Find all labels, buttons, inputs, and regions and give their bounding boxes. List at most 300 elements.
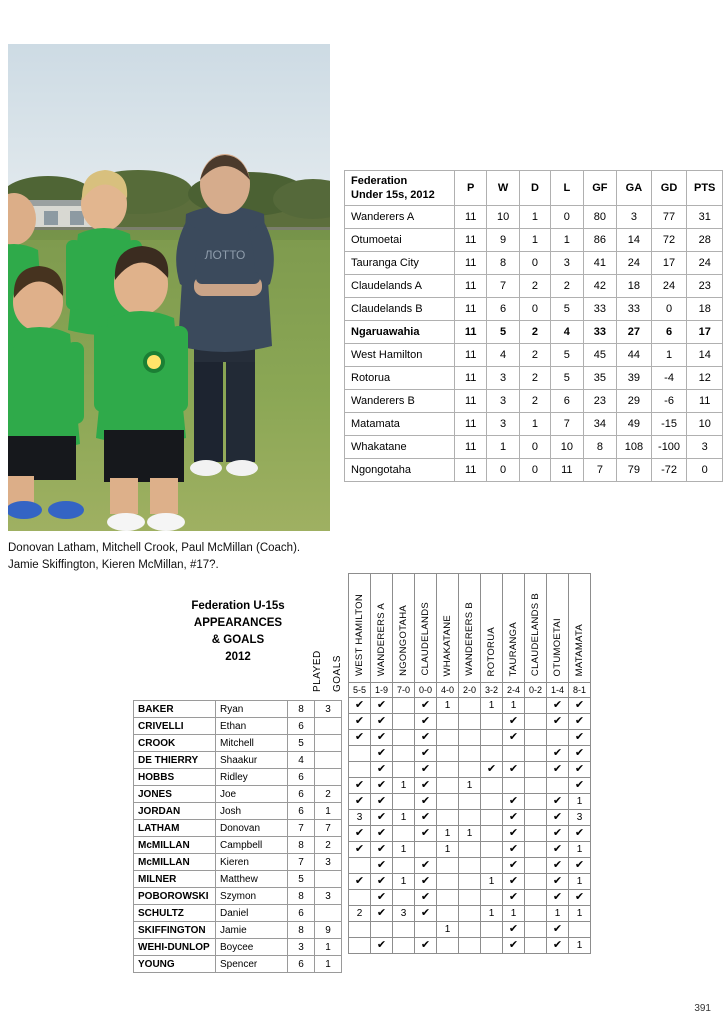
check-icon: ✔ [508,875,519,887]
league-cell-gd: 17 [651,252,687,275]
grid-cell [459,794,481,810]
grid-opponent-label: MATAMATA [574,623,585,676]
player-firstname: Jamie [216,922,288,939]
grid-cell [569,858,591,874]
check-icon: ✔ [574,731,585,743]
league-cell-d: 0 [519,298,550,321]
grid-cell [349,762,371,778]
player-goals: 1 [315,803,342,820]
grid-opponent-score: 4-0 [437,683,459,698]
league-cell-d: 2 [519,367,550,390]
league-cell-d: 2 [519,275,550,298]
grid-cell [525,890,547,906]
check-icon: ✔ [420,939,431,951]
grid-cell [437,778,459,794]
grid-cell [525,842,547,858]
check-icon: ✔ [552,923,563,935]
league-cell-pts: 14 [687,344,723,367]
player-played: 8 [288,922,315,939]
grid-opponent-score: 0-0 [415,683,437,698]
league-cell-d: 2 [519,321,550,344]
grid-cell [393,938,415,954]
check-icon: ✔ [376,891,387,903]
grid-cell [437,890,459,906]
grid-player-row [290,698,591,714]
grid-cell [349,730,371,746]
player-played: 6 [288,803,315,820]
league-col-gd: GD [651,171,687,206]
grid-opponent-label: CLAUDELANDS [420,602,431,676]
player-firstname: Donovan [216,820,288,837]
check-icon: ✔ [354,699,365,711]
grid-cell [371,746,393,762]
league-cell-gf: 45 [583,344,617,367]
grid-cell [569,762,591,778]
grid-opponent-name [503,574,525,683]
grid-cell [525,810,547,826]
grid-cell [503,810,525,826]
grid-cell [525,698,547,714]
grid-opponent-name [525,574,547,683]
grid-player-row [290,778,591,794]
check-icon: ✔ [354,731,365,743]
league-cell-d: 2 [519,344,550,367]
player-surname: YOUNG [134,956,216,973]
grid-cell [525,762,547,778]
league-cell-p: 11 [454,459,486,482]
grid-player-row [290,842,591,858]
league-cell-l: 5 [551,367,584,390]
grid-row-spacer [290,762,349,778]
grid-cell: 1 [437,698,459,714]
grid-cell [349,922,371,938]
grid-opponent-label: WANDERERS A [376,602,387,676]
league-cell-gd: -100 [651,436,687,459]
league-cell-gd: 1 [651,344,687,367]
league-cell-l: 11 [551,459,584,482]
check-icon: ✔ [508,827,519,839]
played-column-header: PLAYED [312,650,323,692]
grid-player-row [290,810,591,826]
grid-cell: 3 [569,810,591,826]
grid-cell [459,730,481,746]
grid-opponent-score: 5-5 [349,683,371,698]
grid-cell [547,778,569,794]
grid-cell: 1 [393,842,415,858]
check-icon: ✔ [552,843,563,855]
grid-row-spacer [290,714,349,730]
grid-cell: 1 [437,826,459,842]
player-firstname: Spencer [216,956,288,973]
league-table-row [345,298,723,321]
check-icon: ✔ [552,891,563,903]
appearance-grid [290,573,591,954]
league-col-d: D [519,171,550,206]
grid-cell [437,794,459,810]
check-icon: ✔ [508,715,519,727]
caption-line-2: Jamie Skiffington, Kieren McMillan, #17?. [8,559,219,571]
league-table-row [345,344,723,367]
grid-cell [437,746,459,762]
grid-cell [503,746,525,762]
player-surname: McMILLAN [134,854,216,871]
grid-opponent-label: NGONGOTAHA [398,605,409,676]
league-team-name: Rotorua [345,367,455,390]
league-table-body [345,206,723,482]
grid-cell [481,778,503,794]
grid-row-spacer [290,906,349,922]
league-cell-l: 3 [551,252,584,275]
grid-cell [459,698,481,714]
check-icon: ✔ [376,939,387,951]
check-icon: ✔ [354,827,365,839]
check-icon: ✔ [508,843,519,855]
league-cell-gf: 35 [583,367,617,390]
check-icon: ✔ [552,827,563,839]
player-firstname: Ethan [216,718,288,735]
grid-cell [569,890,591,906]
grid-row-spacer [290,826,349,842]
grid-opponent-score: 1-9 [371,683,393,698]
check-icon: ✔ [552,699,563,711]
grid-cell: 1 [393,810,415,826]
league-cell-w: 1 [487,436,520,459]
grid-cell [393,890,415,906]
grid-cell [371,858,393,874]
grid-cell [437,906,459,922]
grid-cell [349,858,371,874]
check-icon: ✔ [508,939,519,951]
grid-cell [547,938,569,954]
league-cell-gf: 42 [583,275,617,298]
grid-cell [503,778,525,794]
grid-cell [371,810,393,826]
player-goals: 1 [315,939,342,956]
grid-cell [481,714,503,730]
league-cell-l: 5 [551,344,584,367]
grid-cell [547,890,569,906]
league-cell-pts: 3 [687,436,723,459]
grid-cell [415,746,437,762]
player-surname: JORDAN [134,803,216,820]
check-icon: ✔ [574,827,585,839]
league-cell-d: 0 [519,252,550,275]
grid-cell: 1 [481,874,503,890]
check-icon: ✔ [376,731,387,743]
league-cell-pts: 0 [687,459,723,482]
league-cell-p: 11 [454,275,486,298]
grid-cell [503,842,525,858]
grid-cell [393,698,415,714]
league-cell-ga: 24 [617,252,652,275]
check-icon: ✔ [354,715,365,727]
league-table-row [345,321,723,344]
league-cell-gf: 80 [583,206,617,229]
grid-cell [503,938,525,954]
grid-opponent-name [437,574,459,683]
grid-cell [459,874,481,890]
league-cell-pts: 23 [687,275,723,298]
check-icon: ✔ [508,891,519,903]
grid-opponent-label: ROTORUA [486,626,497,676]
player-surname: HOBBS [134,769,216,786]
grid-cell [415,794,437,810]
appearance-grid-body [290,574,591,954]
grid-cell [349,698,371,714]
grid-cell [415,858,437,874]
league-cell-p: 11 [454,344,486,367]
league-cell-ga: 79 [617,459,652,482]
league-cell-p: 11 [454,252,486,275]
check-icon: ✔ [508,731,519,743]
league-cell-ga: 33 [617,298,652,321]
grid-player-row [290,906,591,922]
check-icon: ✔ [420,827,431,839]
player-surname: JONES [134,786,216,803]
league-cell-gf: 7 [583,459,617,482]
grid-row-spacer [290,730,349,746]
league-table-title [345,171,455,206]
grid-cell: 1 [503,906,525,922]
photo-caption [8,540,338,574]
caption-line-1: Donovan Latham, Mitchell Crook, Paul McMillan (Coach). [8,542,301,554]
grid-cell: 1 [569,842,591,858]
grid-cell [415,714,437,730]
grid-cell [481,730,503,746]
check-icon: ✔ [508,923,519,935]
grid-cell: 1 [459,778,481,794]
grid-cell [569,826,591,842]
check-icon: ✔ [376,827,387,839]
grid-cell [525,714,547,730]
grid-opponent-score: 3-2 [481,683,503,698]
grid-opponent-score: 7-0 [393,683,415,698]
player-firstname: Joe [216,786,288,803]
league-cell-gf: 41 [583,252,617,275]
league-cell-ga: 14 [617,229,652,252]
check-icon: ✔ [420,875,431,887]
player-goals: 3 [315,854,342,871]
check-icon: ✔ [552,795,563,807]
league-cell-gd: -4 [651,367,687,390]
check-icon: ✔ [552,715,563,727]
player-firstname: Josh [216,803,288,820]
league-cell-gd: 6 [651,321,687,344]
grid-cell [349,938,371,954]
grid-cell [371,730,393,746]
svg-text:ЛОТТО: ЛОТТО [204,248,246,262]
player-firstname: Kieren [216,854,288,871]
check-icon: ✔ [420,699,431,711]
player-goals: 7 [315,820,342,837]
check-icon: ✔ [420,907,431,919]
player-row [134,956,342,973]
league-cell-l: 4 [551,321,584,344]
grid-cell [547,698,569,714]
grid-cell [547,746,569,762]
grid-cell: 1 [569,794,591,810]
grid-cell [569,746,591,762]
league-cell-pts: 17 [687,321,723,344]
grid-cell [481,922,503,938]
grid-cell [437,938,459,954]
league-cell-d: 2 [519,390,550,413]
grid-cell [569,778,591,794]
check-icon: ✔ [376,811,387,823]
league-cell-gd: 77 [651,206,687,229]
grid-cell [371,842,393,858]
check-icon: ✔ [420,891,431,903]
league-table-row [345,367,723,390]
grid-cell [525,730,547,746]
check-icon: ✔ [420,763,431,775]
grid-cell: 2 [349,906,371,922]
grid-cell [481,826,503,842]
league-col-w: W [487,171,520,206]
grid-cell [415,938,437,954]
grid-cell [393,826,415,842]
league-cell-ga: 27 [617,321,652,344]
league-cell-pts: 11 [687,390,723,413]
check-icon: ✔ [376,875,387,887]
player-goals: 2 [315,786,342,803]
grid-cell: 1 [393,874,415,890]
check-icon: ✔ [574,747,585,759]
player-goals: 3 [315,701,342,718]
league-team-name: Wanderers A [345,206,455,229]
player-played: 6 [288,905,315,922]
player-goals: 2 [315,837,342,854]
grid-cell [371,794,393,810]
grid-cell [503,874,525,890]
player-surname: WEHI-DUNLOP [134,939,216,956]
grid-player-row [290,746,591,762]
league-col-p: P [454,171,486,206]
league-cell-d: 1 [519,229,550,252]
league-cell-w: 4 [487,344,520,367]
league-cell-gf: 86 [583,229,617,252]
grid-header-spacer [290,574,349,683]
league-table-row [345,252,723,275]
check-icon: ✔ [376,715,387,727]
league-cell-w: 5 [487,321,520,344]
check-icon: ✔ [552,875,563,887]
grid-cell [481,746,503,762]
league-table-header-row [345,171,723,206]
player-surname: LATHAM [134,820,216,837]
league-team-name: Whakatane [345,436,455,459]
player-played: 6 [288,786,315,803]
grid-opponent-name [547,574,569,683]
grid-cell [525,938,547,954]
grid-cell [393,922,415,938]
grid-cell [349,714,371,730]
league-cell-w: 7 [487,275,520,298]
grid-cell [349,842,371,858]
player-played: 8 [288,837,315,854]
league-team-name: West Hamilton [345,344,455,367]
league-table-row [345,436,723,459]
league-cell-w: 8 [487,252,520,275]
league-cell-pts: 24 [687,252,723,275]
league-table [344,170,723,482]
grid-cell [415,874,437,890]
grid-cell [547,714,569,730]
grid-cell: 1 [569,906,591,922]
league-cell-pts: 18 [687,298,723,321]
grid-cell [371,826,393,842]
player-played: 6 [288,769,315,786]
grid-opponent-label: WHAKATANE [442,614,453,676]
grid-row-spacer [290,874,349,890]
check-icon: ✔ [376,907,387,919]
league-cell-p: 11 [454,367,486,390]
grid-cell [371,874,393,890]
check-icon: ✔ [552,859,563,871]
grid-cell [415,922,437,938]
grid-row-spacer [290,938,349,954]
player-firstname: Shaakur [216,752,288,769]
league-table-row [345,275,723,298]
grid-player-row [290,922,591,938]
grid-opponent-name [459,574,481,683]
grid-cell: 1 [481,906,503,922]
league-cell-l: 10 [551,436,584,459]
grid-opponent-name [481,574,503,683]
grid-cell [459,890,481,906]
league-cell-gf: 23 [583,390,617,413]
grid-opponent-score: 2-0 [459,683,481,698]
grid-opponent-name [415,574,437,683]
grid-opponent-label: TAURANGA [508,621,519,676]
player-surname: CROOK [134,735,216,752]
grid-cell [569,698,591,714]
grid-opponent-name [349,574,371,683]
check-icon: ✔ [486,763,497,775]
grid-cell [525,874,547,890]
check-icon: ✔ [574,715,585,727]
player-firstname: Daniel [216,905,288,922]
league-cell-l: 2 [551,275,584,298]
player-played: 6 [288,956,315,973]
player-surname: BAKER [134,701,216,718]
check-icon: ✔ [376,763,387,775]
grid-cell [393,730,415,746]
player-played: 7 [288,820,315,837]
grid-player-row [290,938,591,954]
grid-cell [371,698,393,714]
league-cell-p: 11 [454,321,486,344]
grid-row-spacer [290,794,349,810]
grid-cell [459,842,481,858]
grid-cell [547,810,569,826]
league-team-name: Matamata [345,413,455,436]
player-goals: 9 [315,922,342,939]
grid-opponent-header-row [290,574,591,683]
grid-cell [481,938,503,954]
grid-opponent-score: 1-4 [547,683,569,698]
grid-cell [569,730,591,746]
check-icon: ✔ [508,763,519,775]
player-played: 8 [288,701,315,718]
goals-column-header: GOALS [332,655,343,692]
check-icon: ✔ [552,939,563,951]
league-col-pts: PTS [687,171,723,206]
check-icon: ✔ [574,699,585,711]
league-cell-pts: 31 [687,206,723,229]
check-icon: ✔ [508,811,519,823]
check-icon: ✔ [376,747,387,759]
